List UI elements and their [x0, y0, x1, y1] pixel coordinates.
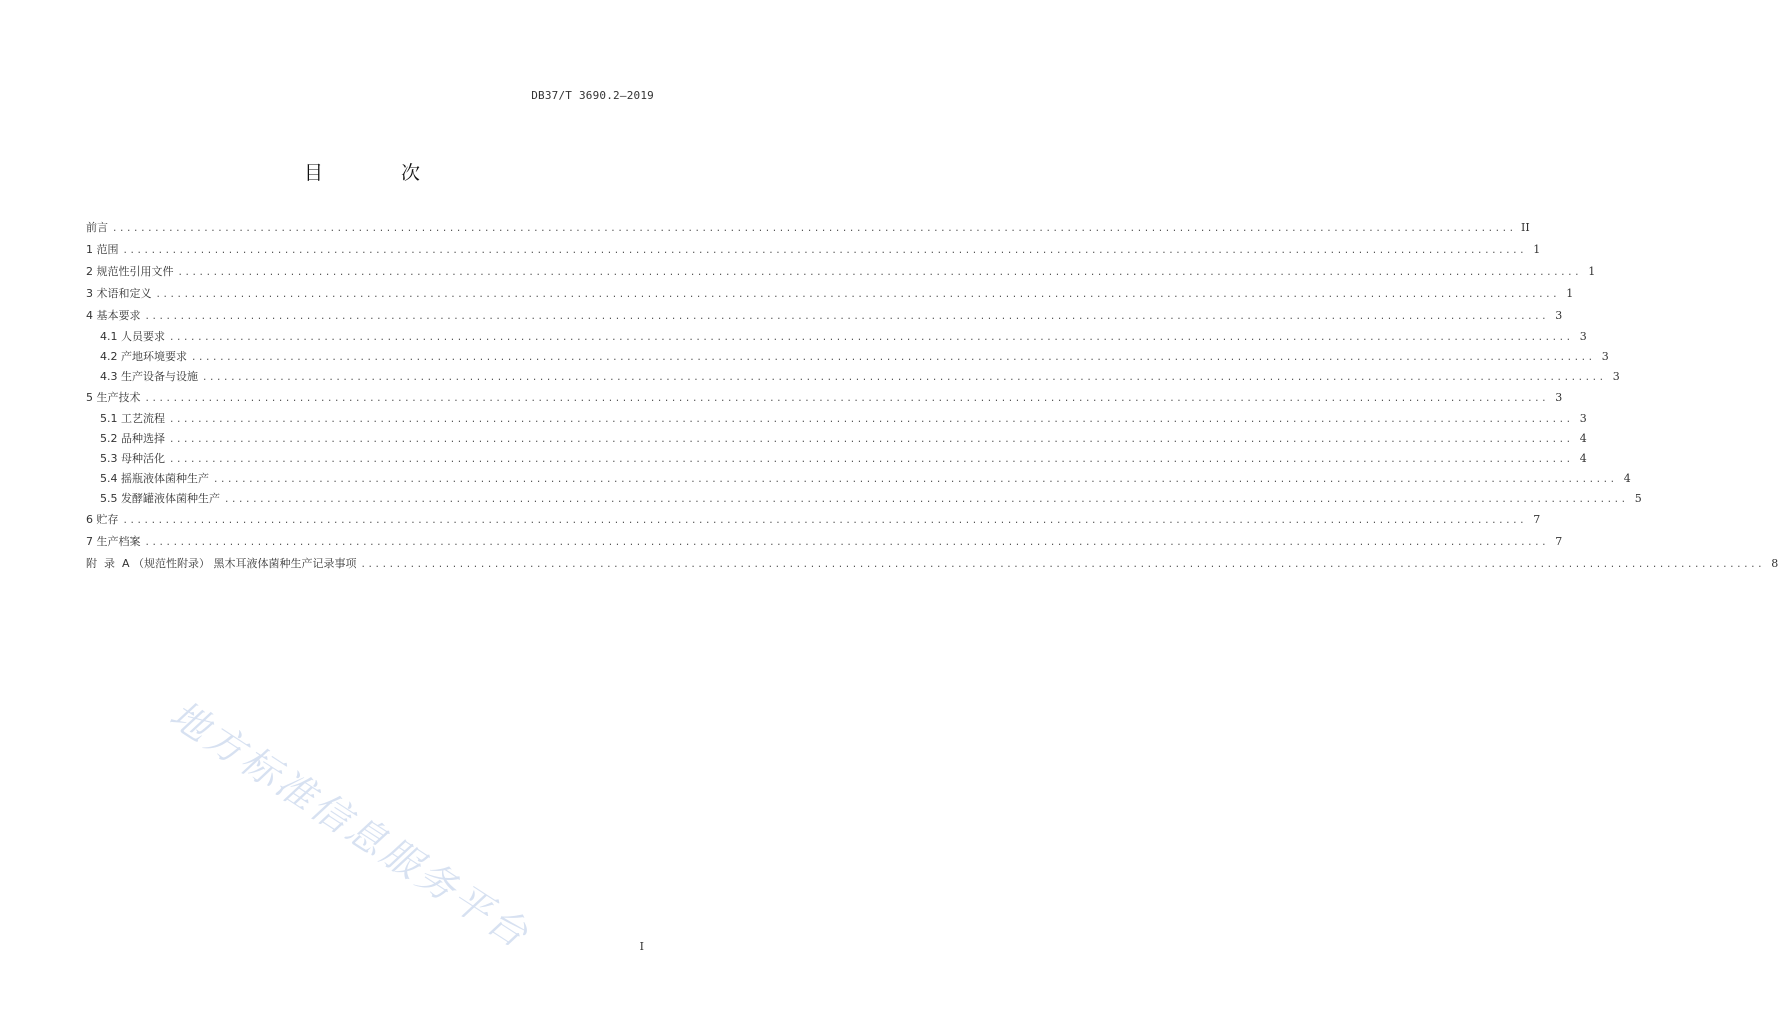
toc-entry[interactable] — [86, 367, 1620, 387]
toc-dot-leader: ........................................................................................................................................................................................................ — [360, 560, 1765, 570]
toc-entry-label: 3 术语和定义 — [86, 287, 152, 300]
toc-dot-leader: ........................................................................................................................................................................................................ — [122, 516, 1527, 526]
toc-dot-leader: ........................................................................................................................................................................................................ — [213, 475, 1617, 485]
toc-entry-label: 4.2 产地环境要求 — [100, 350, 187, 363]
toc-entry-page: 3 — [1579, 330, 1587, 343]
toc-entry[interactable] — [86, 327, 1587, 347]
toc-dot-leader: ........................................................................................................................................................................................................ — [112, 224, 1516, 234]
toc-entry-label: 4 基本要求 — [86, 309, 141, 322]
toc-entry-label: 5.1 工艺流程 — [100, 412, 165, 425]
toc-entry[interactable] — [86, 509, 1541, 531]
toc-entry[interactable] — [86, 387, 1563, 409]
toc-entry[interactable] — [86, 347, 1609, 367]
toc-entry-page: 3 — [1601, 350, 1609, 363]
toc-entry-label: 4.3 生产设备与设施 — [100, 370, 198, 383]
toc-dot-leader: ........................................................................................................................................................................................................ — [155, 290, 1560, 300]
toc-entry-label: 7 生产档案 — [86, 535, 141, 548]
toc-entry-label: 附 录 A （规范性附录） 黑木耳液体菌种生产记录事项 — [86, 557, 357, 570]
toc-entry-page: 4 — [1623, 472, 1631, 485]
toc-entry-label: 5.5 发酵罐液体菌种生产 — [100, 492, 220, 505]
toc-entry-label: 1 范围 — [86, 243, 119, 256]
toc-dot-leader: ........................................................................................................................................................................................................ — [169, 455, 1573, 465]
watermark: 地方标准信息服务平台 — [162, 691, 539, 958]
toc-entry[interactable] — [86, 305, 1563, 327]
toc-entry[interactable] — [86, 449, 1587, 469]
toc-dot-leader: ........................................................................................................................................................................................................ — [169, 415, 1573, 425]
toc-entry[interactable] — [86, 553, 1778, 575]
toc-dot-leader: ........................................................................................................................................................................................................ — [169, 333, 1573, 343]
toc-entry-page: 7 — [1555, 535, 1563, 548]
toc-entry-page: 3 — [1579, 412, 1587, 425]
toc-entry-page: 3 — [1555, 309, 1563, 322]
toc-entry[interactable] — [86, 469, 1631, 489]
table-of-contents — [86, 217, 1778, 575]
toc-entry-page: 8 — [1771, 557, 1778, 570]
toc-dot-leader: ........................................................................................................................................................................................................ — [169, 435, 1573, 445]
toc-entry[interactable] — [86, 261, 1596, 283]
toc-dot-leader: ........................................................................................................................................................................................................ — [191, 353, 1595, 363]
toc-entry-page: 3 — [1555, 391, 1563, 404]
toc-entry-label: 前言 — [86, 221, 108, 234]
toc-entry-label: 5 生产技术 — [86, 391, 141, 404]
toc-entry-page: 1 — [1566, 287, 1574, 300]
page-title: 目 次 — [303, 162, 457, 184]
toc-entry-page: 1 — [1588, 265, 1596, 278]
toc-entry[interactable] — [86, 239, 1541, 261]
toc-entry[interactable] — [86, 283, 1574, 305]
toc-entry-page: 1 — [1533, 243, 1541, 256]
standard-code: DB37/T 3690.2—2019 — [531, 89, 654, 102]
toc-entry-label: 5.2 品种选择 — [100, 432, 165, 445]
toc-entry-page: 5 — [1634, 492, 1642, 505]
toc-entry-page: 4 — [1579, 452, 1587, 465]
toc-dot-leader: ........................................................................................................................................................................................................ — [202, 373, 1606, 383]
toc-entry[interactable] — [86, 429, 1587, 449]
toc-entry-label: 5.3 母种活化 — [100, 452, 165, 465]
toc-entry-label: 2 规范性引用文件 — [86, 265, 174, 278]
toc-entry-page: 4 — [1579, 432, 1587, 445]
toc-dot-leader: ........................................................................................................................................................................................................ — [122, 246, 1527, 256]
toc-entry-label: 6 贮存 — [86, 513, 119, 526]
toc-entry-page: 7 — [1533, 513, 1541, 526]
toc-dot-leader: ........................................................................................................................................................................................................ — [224, 495, 1628, 505]
toc-entry[interactable] — [86, 409, 1587, 429]
toc-entry-page: II — [1521, 221, 1530, 234]
toc-entry-label: 5.4 摇瓶液体菌种生产 — [100, 472, 209, 485]
toc-dot-leader: ........................................................................................................................................................................................................ — [144, 538, 1549, 548]
toc-entry[interactable] — [86, 489, 1642, 509]
toc-dot-leader: ........................................................................................................................................................................................................ — [144, 394, 1549, 404]
page-number: I — [639, 940, 644, 953]
toc-entry[interactable] — [86, 217, 1530, 239]
toc-entry[interactable] — [86, 531, 1563, 553]
toc-dot-leader: ........................................................................................................................................................................................................ — [144, 312, 1549, 322]
toc-entry-page: 3 — [1612, 370, 1620, 383]
toc-entry-label: 4.1 人员要求 — [100, 330, 165, 343]
toc-dot-leader: ........................................................................................................................................................................................................ — [177, 268, 1582, 278]
